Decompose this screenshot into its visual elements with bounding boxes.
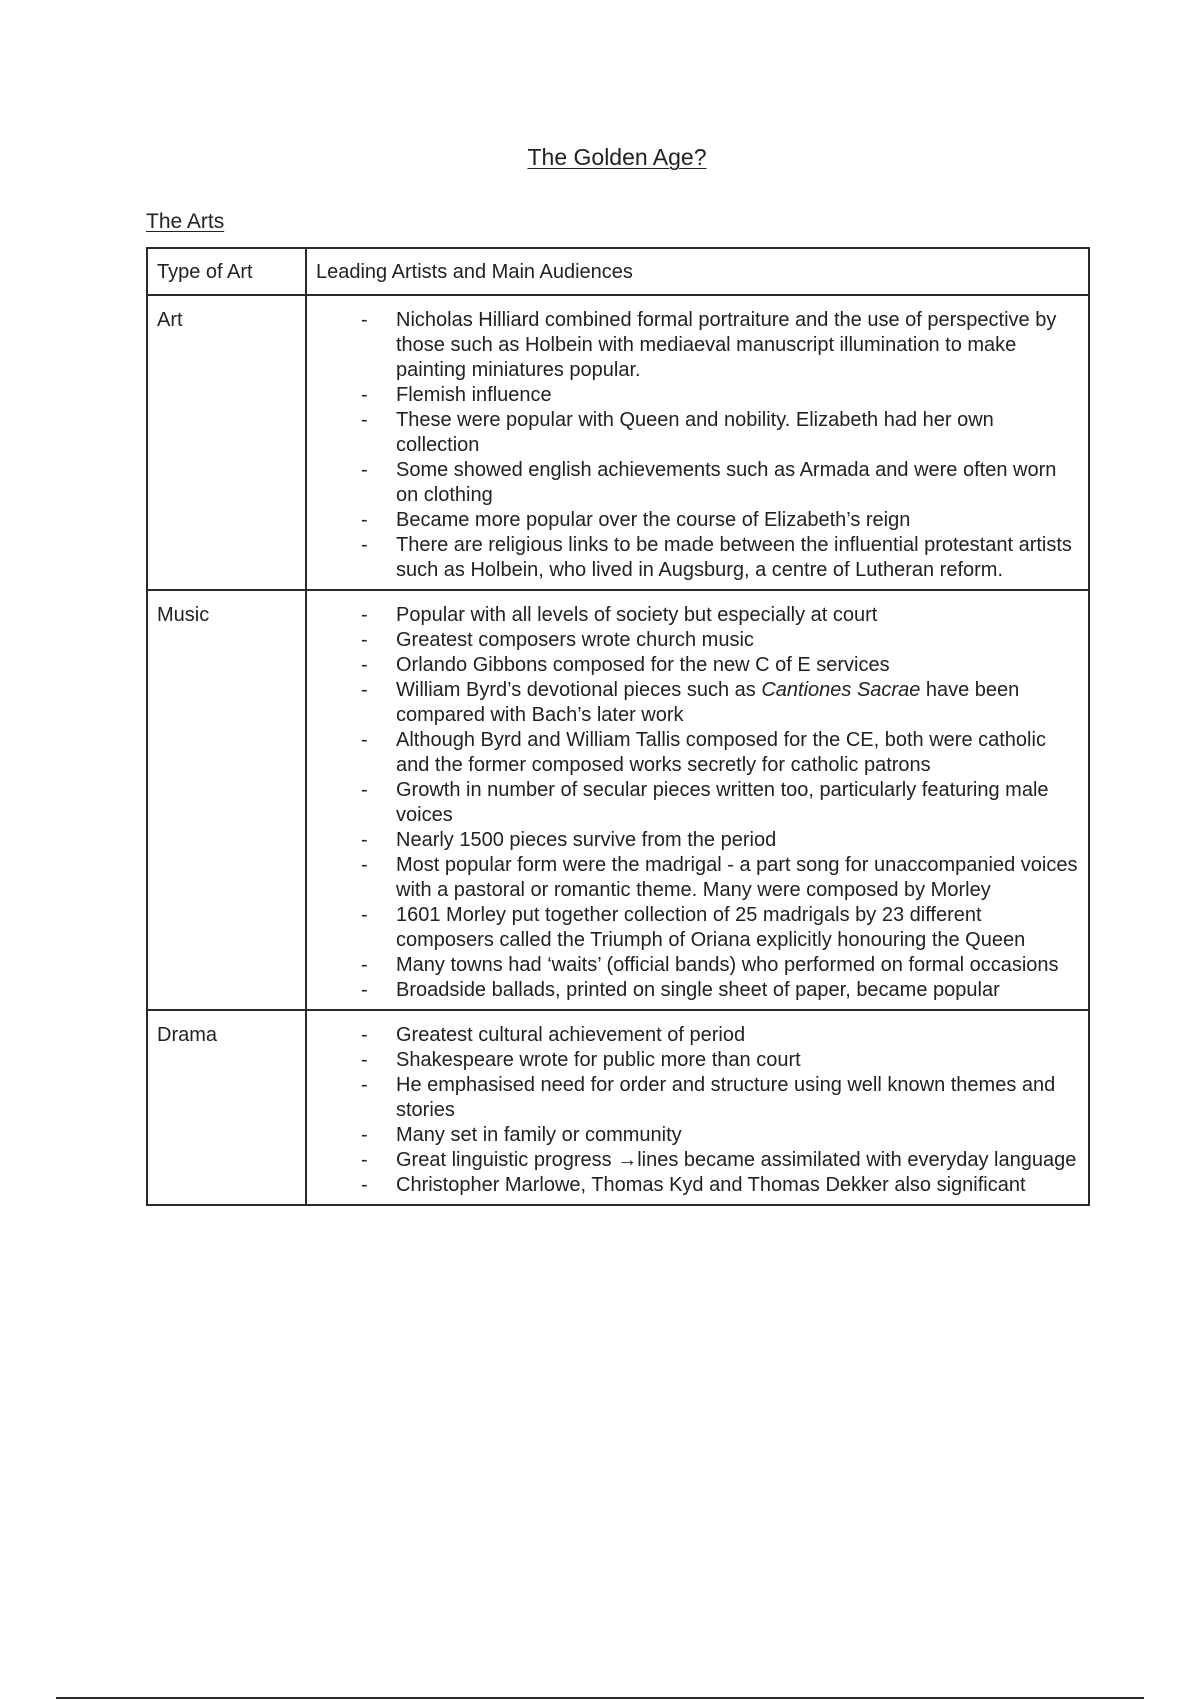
bullet-dash: -: [361, 1124, 368, 1146]
table-row-music: [147, 590, 1089, 1010]
list-item-text-end: have been compared with Bach’s later work: [396, 679, 1020, 726]
bullet-list: [316, 308, 1079, 583]
list-item-text: Growth in number of secular pieces written too, particularly featuring male voices: [396, 779, 1049, 826]
list-item: [316, 853, 1079, 903]
table-row-art: [147, 295, 1089, 590]
bullet-dash: -: [361, 679, 368, 701]
bullet-dash: -: [361, 604, 368, 626]
bullet-dash: -: [361, 829, 368, 851]
list-item-text: [396, 679, 1019, 726]
list-item-text: Greatest composers wrote church music: [396, 629, 754, 651]
list-item-text: Orlando Gibbons composed for the new C of E services: [396, 654, 890, 676]
list-item: [316, 458, 1079, 508]
list-item-text: Nearly 1500 pieces survive from the period: [396, 829, 777, 851]
list-item-text: There are religious links to be made between the influential protestant artists such as Holbein, who lived in Augsburg, a centre of Lutheran reform.: [396, 534, 1072, 581]
list-item-text: Some showed english achievements such as Armada and were often worn on clothing: [396, 459, 1057, 506]
header-leading-artists: Leading Artists and Main Audiences: [306, 248, 1089, 295]
bullet-dash: -: [361, 1049, 368, 1071]
bullet-dash: -: [361, 309, 368, 331]
bullet-dash: -: [361, 904, 368, 926]
table-row-drama: [147, 1010, 1089, 1205]
page-title: The Golden Age?: [527, 144, 707, 170]
list-item: [316, 978, 1079, 1003]
bullet-dash: -: [361, 384, 368, 406]
list-item-text: He emphasised need for order and structure using well known themes and stories: [396, 1074, 1056, 1121]
list-item: [316, 628, 1079, 653]
list-item: [316, 1123, 1079, 1148]
list-item: [316, 1048, 1079, 1073]
section-heading: The Arts: [146, 210, 225, 233]
bullet-dash: -: [361, 1024, 368, 1046]
list-item-text: Became more popular over the course of Elizabeth’s reign: [396, 509, 911, 531]
bullet-dash: -: [361, 459, 368, 481]
list-item: [316, 533, 1079, 583]
list-item-text: Greatest cultural achievement of period: [396, 1024, 746, 1046]
list-item: [316, 903, 1079, 953]
list-item: [316, 1023, 1079, 1048]
row-content-cell: [306, 295, 1089, 590]
row-type-cell: Drama: [147, 1010, 306, 1205]
list-item: [316, 603, 1079, 628]
list-item-text: Many towns had ‘waits’ (official bands) who performed on formal occasions: [396, 954, 1059, 976]
list-item-text: Popular with all levels of society but especially at court: [396, 604, 878, 626]
bullet-dash: -: [361, 729, 368, 751]
arts-table: [146, 247, 1090, 1206]
bullet-dash: -: [361, 779, 368, 801]
list-item-text: Shakespeare wrote for public more than court: [396, 1049, 801, 1071]
row-content-cell: [306, 1010, 1089, 1205]
list-item: [316, 728, 1079, 778]
bullet-dash: -: [361, 954, 368, 976]
row-type-cell: Music: [147, 590, 306, 1010]
list-item: [316, 383, 1079, 408]
list-item-text: Nicholas Hilliard combined formal portraiture and the use of perspective by those such as Holbein with mediaeval manuscript illumination to make painting miniatures popular.: [396, 309, 1057, 381]
list-item: [316, 1073, 1079, 1123]
bullet-list: [316, 1023, 1079, 1198]
list-item-text: Great linguistic progress →lines became assimilated with everyday language: [396, 1149, 1077, 1171]
bullet-dash: -: [361, 854, 368, 876]
bullet-dash: -: [361, 654, 368, 676]
list-item-text: Many set in family or community: [396, 1124, 682, 1146]
list-item-text: These were popular with Queen and nobility. Elizabeth had her own collection: [396, 409, 994, 456]
bullet-list: [316, 603, 1079, 1003]
list-item: [316, 1148, 1079, 1173]
list-item-text: Flemish influence: [396, 384, 552, 406]
bullet-dash: -: [361, 409, 368, 431]
list-item-text: Most popular form were the madrigal - a part song for unaccompanied voices with a pastoral or romantic theme. Many were composed by Morley: [396, 854, 1078, 901]
work-title: Cantiones Sacrae: [761, 679, 921, 701]
bullet-dash: -: [361, 1149, 368, 1171]
row-content-cell: [306, 590, 1089, 1010]
table-header-row: [147, 248, 1089, 295]
list-item-text: Although Byrd and William Tallis composed for the CE, both were catholic and the former composed works secretly for catholic patrons: [396, 729, 1046, 776]
bullet-dash: -: [361, 979, 368, 1001]
list-item: [316, 953, 1079, 978]
list-item: [316, 653, 1079, 678]
bullet-dash: -: [361, 1174, 368, 1196]
bullet-dash: -: [361, 1074, 368, 1096]
list-item: [316, 678, 1079, 728]
list-item-text: Broadside ballads, printed on single sheet of paper, became popular: [396, 979, 1000, 1001]
list-item: [316, 308, 1079, 383]
list-item: [316, 408, 1079, 458]
bullet-dash: -: [361, 509, 368, 531]
bullet-dash: -: [361, 629, 368, 651]
list-item: [316, 508, 1079, 533]
list-item: [316, 778, 1079, 828]
list-item-text: 1601 Morley put together collection of 25 madrigals by 23 different composers called the Triumph of Oriana explicitly honouring the Queen: [396, 904, 1026, 951]
list-item-text-start: William Byrd’s devotional pieces such as: [396, 679, 762, 701]
row-type-cell: Art: [147, 295, 306, 590]
list-item: [316, 828, 1079, 853]
footer-rule: [56, 1697, 1144, 1699]
bullet-dash: -: [361, 534, 368, 556]
list-item: [316, 1173, 1079, 1198]
header-type-of-art: Type of Art: [147, 248, 306, 295]
list-item-text: Christopher Marlowe, Thomas Kyd and Thomas Dekker also significant: [396, 1174, 1026, 1196]
